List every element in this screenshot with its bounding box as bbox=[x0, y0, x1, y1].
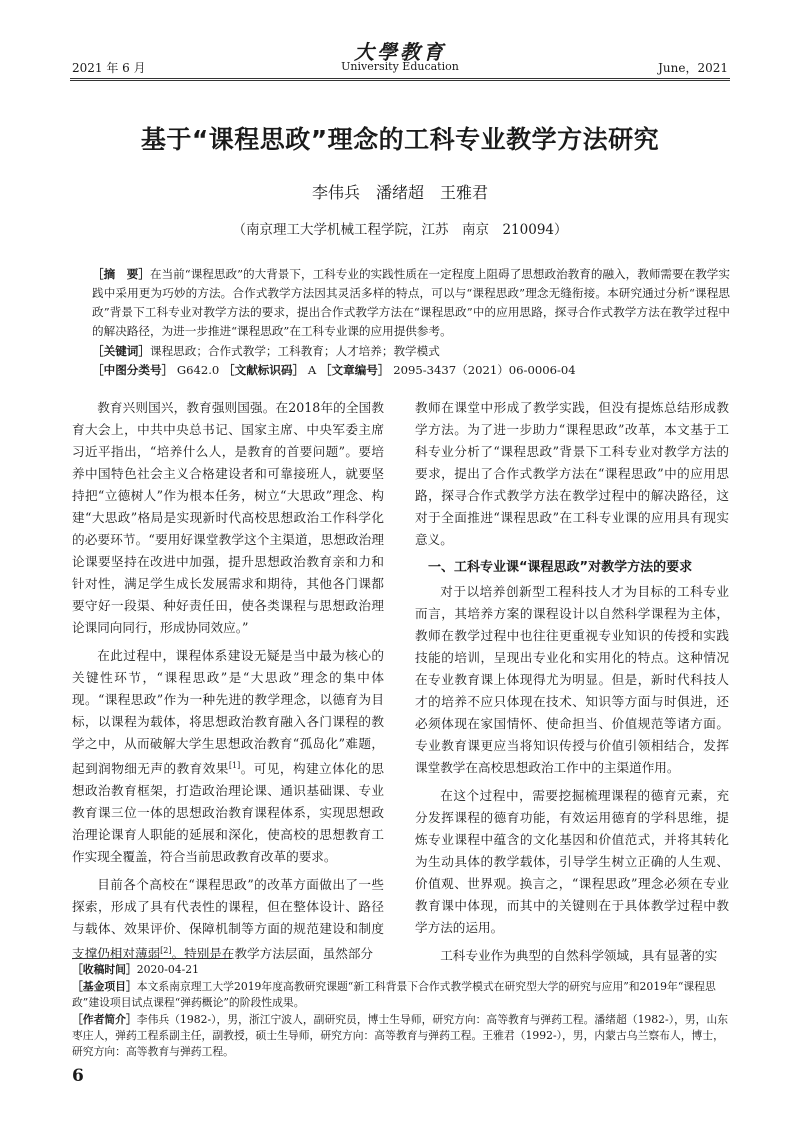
body-paragraph: 在这个过程中，需要挖掘梳理课程的德育元素，充分发挥课程的德育功能，有效运用德育的学科思维，提炼专业课程中蕴含的文化基因和价值范式，并将其转化为生动具体的教学载体，引导学生树立正确的人生观、价值观、世界观。换言之，“课程思政”理念必须在专业教育课中体现，而其中的关键则在于具体教学过程中教学方法的运用。 bbox=[415, 788, 729, 935]
article-number-label: ［文章编号］ bbox=[319, 363, 390, 377]
journal-logo: 大學教育 bbox=[354, 40, 446, 64]
doc-code-label: ［文献标识码］ bbox=[223, 363, 305, 377]
body-column-left bbox=[72, 397, 384, 971]
body-column-right bbox=[415, 397, 729, 973]
footnote-fund bbox=[72, 979, 732, 1011]
clc-label: ［中图分类号］ bbox=[92, 363, 174, 377]
received-date: 2020-04-21 bbox=[136, 963, 200, 976]
section-heading: 一、工科专业课“课程思政”对教学方法的要求 bbox=[428, 560, 693, 575]
doc-code-value: A bbox=[307, 363, 317, 377]
body-paragraph bbox=[72, 874, 384, 965]
header-rule-double bbox=[70, 80, 730, 81]
body-paragraph: 工科专业作为典型的自然科学领域，具有显著的实 bbox=[440, 948, 718, 963]
footnote-authors bbox=[72, 1012, 732, 1060]
author-bio-label: ［作者简介］ bbox=[72, 1013, 137, 1026]
footnotes bbox=[72, 962, 732, 1061]
issue-date-en: June，2021 bbox=[658, 61, 728, 75]
body-paragraph: 教育兴则国兴，教育强则国强。在2018年的全国教育大会上，中共中央总书记、国家主席、中央军委主席习近平指出，“培养什么人，是教育的首要问题”。要培养中国特色社会主义合格建设者和可靠接班人，就要坚持把“立德树人”作为根本任务，树立“大思政”理念、构建“大思政”格局是实现新时代高校思想政治工作科学化的必要环节。“要用好课堂教学这个主渠道，思想政治理论课要坚持在改进中加强，提升思想政治教育亲和力和针对性，满足学生成长发展需求和期待，其他各门课都要守好一段渠、种好责任田，使各类课程与思想政治理论课同向同行，形成协同效应。” bbox=[72, 400, 384, 635]
fund-label: ［基金项目］ bbox=[72, 980, 137, 993]
keywords bbox=[92, 342, 730, 361]
fund-text: 本文系南京理工大学2019年度高教研究课题“新工科背景下合作式教学模式在研究型大学的研究与应用”和2019年“课程思政”建设项目试点课程“弹药概论”的阶段性成果。 bbox=[72, 980, 716, 1009]
author-bio-text: 李伟兵（1982-），男，浙江宁波人，副研究员，博士生导师，研究方向：高等教育与弹药工程。潘绪超（1982-），男，山东枣庄人，弹药工程系副主任，副教授，硕士生导师，研究方向：高等教育与弹药工程。王雅君（1992-），男，内蒙古乌兰察布人，博士，研究方向：高等教育与弹药工程。 bbox=[72, 1013, 729, 1058]
citation-ref: [1] bbox=[228, 761, 241, 770]
keywords-text: 课程思政；合作式教学；工科教育；人才培养；教学模式 bbox=[149, 344, 440, 358]
article-number-value: 2095-3437（2021）06-0006-04 bbox=[393, 363, 576, 377]
keywords-label: ［关键词］ bbox=[92, 344, 150, 358]
citation-ref: [2] bbox=[160, 946, 172, 956]
body-paragraph bbox=[72, 645, 384, 868]
classification-line bbox=[92, 361, 730, 380]
footnote-received bbox=[72, 962, 732, 978]
body-text: 目前各个高校在“课程思政”的改革方面做出了一些探索，形成了具有代表性的课程，但在整体设计、路径与载体、效果评价、保障机制等方面的规范建设和制度支撑仍相对薄弱 bbox=[72, 877, 384, 962]
author-affiliation: （南京理工大学机械工程学院，江苏 南京 210094） bbox=[232, 222, 568, 238]
paper-title: 基于“课程思政”理念的工科专业教学方法研究 bbox=[140, 125, 660, 154]
body-text: 。可见，构建立体化的思想政治教育框架，打造政治理论课、通识基础课、专业教育课三位一体的思想政治教育课程体系，实现思想政治理论课育人职能的延展和深化，使高校的思想教育工作实现全覆盖，符合当前思政教育改革的要求。 bbox=[72, 761, 385, 865]
footnote-rule bbox=[72, 958, 232, 959]
header-rule bbox=[70, 78, 730, 79]
received-label: ［收稿时间］ bbox=[72, 963, 137, 976]
abstract-label: ［摘 要］ bbox=[92, 267, 150, 281]
body-paragraph: 教师在课堂中形成了教学实践，但没有提炼总结形成教学方法。为了进一步助力“课程思政”改革，本文基于工科专业分析了“课程思政”背景下工科专业对教学方法的要求，提出了合作式教学方法在“课程思政”中的应用思路，探寻合作式教学方法在教学过程中的解决路径，这对于全面推进“课程思政”在工科专业课的应用具有现实意义。 bbox=[415, 400, 729, 547]
abstract-text: 在当前“课程思政”的大背景下，工科专业的实践性质在一定程度上阻碍了思想政治教育的融入，教师需要在教学实践中采用更为巧妙的方法。合作式教学方法因其灵活多样的特点，可以与“课程思政”理念无缝衔接。本研究通过分析“课程思政”背景下工科专业对教学方法的要求，提出合作式教学方法在“课程思政”中的应用思路，探寻合作式教学方法在教学过程中的解决路径，为进一步推进“课程思政”在工科专业课的应用提供参考。 bbox=[92, 267, 730, 338]
abstract bbox=[92, 265, 730, 341]
page-number: 6 bbox=[72, 1066, 84, 1086]
body-text: 。特别是在教学方法层面，虽然部分 bbox=[171, 946, 373, 962]
body-paragraph: 对于以培养创新型工程科技人才为目标的工科专业而言，其培养方案的课程设计以自然科学课程为主体，教师在教学过程中也往往更重视专业知识的传授和实践技能的培训，呈现出专业化和实用化的特点。这种情况在专业教育课上体现得尤为明显。但是，新时代科技人才的培养不应只体现在技术、知识等方面与时俱进，还必须体现在家国情怀、使命担当、价值规范等诸方面。专业教育课更应当将知识传授与价值引领相结合，发挥课堂教学在高校思想政治工作中的主渠道作用。 bbox=[415, 584, 729, 775]
clc-value: G642.0 bbox=[176, 363, 220, 377]
issue-date-cn: 2021 年 6 月 bbox=[72, 61, 146, 75]
body-text: 在此过程中，课程体系建设无疑是当中最为核心的关键性环节，“课程思政”是“大思政”理念的集中体现。“课程思政”作为一种先进的教学理念，以德育为目标，以课程为载体，将思想政治教育融入各门课程的教学之中，从而破解大学生思想政治教育“孤岛化”难题，起到润物细无声的教育效果 bbox=[72, 648, 384, 777]
journal-english-name: University Education bbox=[341, 60, 459, 73]
paper-authors: 李伟兵 潘绪超 王雅君 bbox=[311, 183, 488, 202]
